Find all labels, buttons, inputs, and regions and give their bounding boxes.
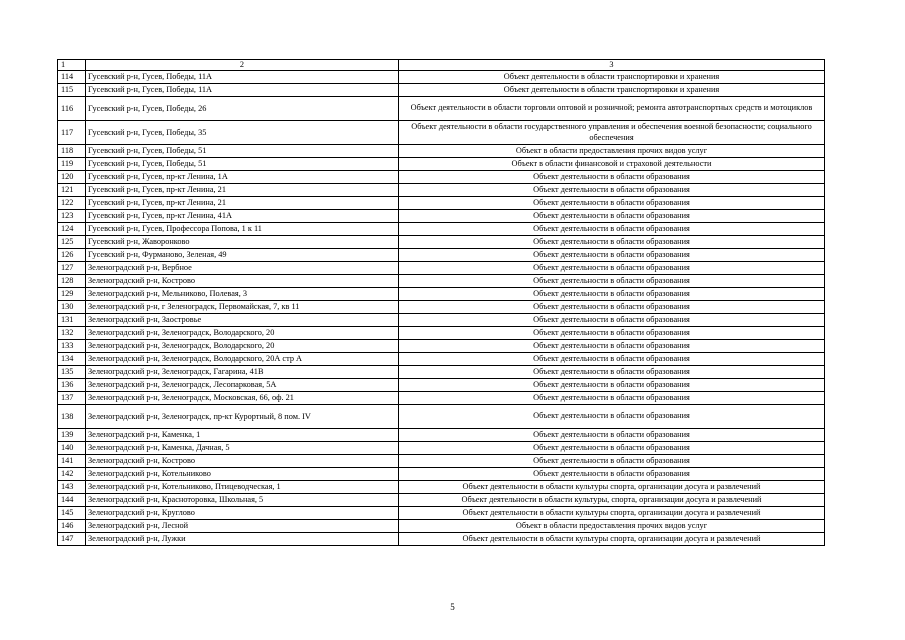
- row-address: Зеленоградский р-н, Зеленоградск, Московская, 66, оф. 21: [86, 392, 399, 405]
- row-number: 121: [58, 184, 86, 197]
- row-address: Зеленоградский р-н, Котельниково, Птицеводческая, 1: [86, 481, 399, 494]
- row-address: Гусевский р-н, Гусев, Профессора Попова, 1 к 11: [86, 223, 399, 236]
- header-col-3: 3: [399, 60, 825, 71]
- header-col-2: 2: [86, 60, 399, 71]
- row-number: 131: [58, 314, 86, 327]
- row-address: Зеленоградский р-н, Каменка, 1: [86, 429, 399, 442]
- row-activity: Объект деятельности в области образования: [399, 223, 825, 236]
- row-number: 142: [58, 468, 86, 481]
- row-number: 141: [58, 455, 86, 468]
- row-number: 122: [58, 197, 86, 210]
- row-activity: Объект деятельности в области образования: [399, 379, 825, 392]
- row-activity: Объект деятельности в области образования: [399, 442, 825, 455]
- row-address: Зеленоградский р-н, Каменка, Дачная, 5: [86, 442, 399, 455]
- table-row: [58, 158, 825, 171]
- row-address: Гусевский р-н, Гусев, Победы, 26: [86, 97, 399, 121]
- row-number: 124: [58, 223, 86, 236]
- row-activity: Объект деятельности в области образования: [399, 327, 825, 340]
- row-address: Гусевский р-н, Гусев, пр-кт Ленина, 1А: [86, 171, 399, 184]
- row-activity: Объект деятельности в области образования: [399, 249, 825, 262]
- row-activity: Объект деятельности в области транспортировки и хранения: [399, 84, 825, 97]
- row-address: Гусевский р-н, Гусев, пр-кт Ленина, 21: [86, 184, 399, 197]
- row-number: 135: [58, 366, 86, 379]
- row-activity: Объект деятельности в области культуры, спорта, организации досуга и развлечений: [399, 494, 825, 507]
- row-address: Зеленоградский р-н, Круглово: [86, 507, 399, 520]
- row-address: Гусевский р-н, Жаворонково: [86, 236, 399, 249]
- table-row: [58, 494, 825, 507]
- table-row: [58, 340, 825, 353]
- row-number: 132: [58, 327, 86, 340]
- row-number: 123: [58, 210, 86, 223]
- row-activity: Объект деятельности в области образования: [399, 262, 825, 275]
- row-address: Гусевский р-н, Гусев, пр-кт Ленина, 21: [86, 197, 399, 210]
- table-row: [58, 468, 825, 481]
- row-address: Гусевский р-н, Гусев, Победы, 11А: [86, 84, 399, 97]
- table-row: [58, 275, 825, 288]
- row-number: 114: [58, 71, 86, 84]
- row-address: Зеленоградский р-н, Кострово: [86, 275, 399, 288]
- row-activity: Объект в области предоставления прочих видов услуг: [399, 145, 825, 158]
- row-activity: Объект деятельности в области транспортировки и хранения: [399, 71, 825, 84]
- row-number: 140: [58, 442, 86, 455]
- row-number: 134: [58, 353, 86, 366]
- row-number: 126: [58, 249, 86, 262]
- row-address: Гусевский р-н, Гусев, пр-кт Ленина, 41А: [86, 210, 399, 223]
- row-number: 143: [58, 481, 86, 494]
- table-row: [58, 520, 825, 533]
- row-address: Зеленоградский р-н, Кострово: [86, 455, 399, 468]
- row-address: Зеленоградский р-н, Мельниково, Полевая, 3: [86, 288, 399, 301]
- row-activity: Объект деятельности в области образования: [399, 314, 825, 327]
- row-activity: Объект деятельности в области государственного управления и обеспечения военной безопасности; социального обеспечения: [399, 121, 825, 145]
- table-row: [58, 405, 825, 429]
- row-activity: Объект деятельности в области образования: [399, 366, 825, 379]
- row-activity: Объект деятельности в области культуры спорта, организации досуга и развлечений: [399, 533, 825, 546]
- table-row: [58, 210, 825, 223]
- row-address: Гусевский р-н, Гусев, Победы, 35: [86, 121, 399, 145]
- row-number: 130: [58, 301, 86, 314]
- row-address: Зеленоградский р-н, г Зеленоградск, Первомайская, 7, кв 11: [86, 301, 399, 314]
- table-row: [58, 121, 825, 145]
- table-row: [58, 97, 825, 121]
- row-activity: Объект деятельности в области образования: [399, 236, 825, 249]
- row-number: 117: [58, 121, 86, 145]
- row-number: 146: [58, 520, 86, 533]
- row-activity: Объект деятельности в области образования: [399, 468, 825, 481]
- row-number: 115: [58, 84, 86, 97]
- document-page: [57, 59, 825, 546]
- row-activity: Объект деятельности в области образования: [399, 301, 825, 314]
- row-number: 144: [58, 494, 86, 507]
- table-row: [58, 184, 825, 197]
- row-address: Зеленоградский р-н, Зеленоградск, пр-кт Курортный, 8 пом. IV: [86, 405, 399, 429]
- table-row: [58, 429, 825, 442]
- row-number: 127: [58, 262, 86, 275]
- row-address: Гусевский р-н, Гусев, Победы, 51: [86, 145, 399, 158]
- table-row: [58, 71, 825, 84]
- row-activity: Объект деятельности в области образования: [399, 405, 825, 429]
- row-activity: Объект деятельности в области образования: [399, 184, 825, 197]
- row-number: 133: [58, 340, 86, 353]
- row-number: 147: [58, 533, 86, 546]
- row-activity: Объект деятельности в области образования: [399, 171, 825, 184]
- table-row: [58, 533, 825, 546]
- table-row: [58, 314, 825, 327]
- table-row: [58, 442, 825, 455]
- row-activity: Объект деятельности в области культуры спорта, организации досуга и развлечений: [399, 481, 825, 494]
- row-address: Гусевский р-н, Гусев, Победы, 51: [86, 158, 399, 171]
- row-activity: Объект деятельности в области образования: [399, 392, 825, 405]
- table-row: [58, 481, 825, 494]
- row-number: 125: [58, 236, 86, 249]
- row-activity: Объект деятельности в области культуры спорта, организации досуга и развлечений: [399, 507, 825, 520]
- table-header-row: [58, 60, 825, 71]
- row-number: 145: [58, 507, 86, 520]
- table-row: [58, 262, 825, 275]
- row-address: Зеленоградский р-н, Зеленоградск, Володарского, 20: [86, 327, 399, 340]
- row-activity: Объект деятельности в области образования: [399, 210, 825, 223]
- row-number: 137: [58, 392, 86, 405]
- row-address: Зеленоградский р-н, Зеленоградск, Володарского, 20А стр А: [86, 353, 399, 366]
- table-row: [58, 236, 825, 249]
- table-row: [58, 353, 825, 366]
- table-row: [58, 145, 825, 158]
- row-activity: Объект деятельности в области образования: [399, 288, 825, 301]
- row-activity: Объект деятельности в области образования: [399, 429, 825, 442]
- table-row: [58, 197, 825, 210]
- table-row: [58, 249, 825, 262]
- row-address: Зеленоградский р-н, Лужки: [86, 533, 399, 546]
- row-address: Зеленоградский р-н, Красноторовка, Школьная, 5: [86, 494, 399, 507]
- row-address: Зеленоградский р-н, Зеленоградск, Володарского, 20: [86, 340, 399, 353]
- row-activity: Объект деятельности в области образования: [399, 455, 825, 468]
- table-row: [58, 301, 825, 314]
- row-number: 116: [58, 97, 86, 121]
- table-row: [58, 171, 825, 184]
- row-activity: Объект в области финансовой и страховой деятельности: [399, 158, 825, 171]
- row-activity: Объект деятельности в области образования: [399, 275, 825, 288]
- row-number: 119: [58, 158, 86, 171]
- row-address: Зеленоградский р-н, Зеленоградск, Гагарина, 41В: [86, 366, 399, 379]
- row-number: 120: [58, 171, 86, 184]
- row-number: 139: [58, 429, 86, 442]
- table-row: [58, 392, 825, 405]
- row-number: 118: [58, 145, 86, 158]
- row-number: 138: [58, 405, 86, 429]
- row-activity: Объект деятельности в области образования: [399, 353, 825, 366]
- row-address: Зеленоградский р-н, Лесной: [86, 520, 399, 533]
- row-address: Гусевский р-н, Фурманово, Зеленая, 49: [86, 249, 399, 262]
- table-row: [58, 327, 825, 340]
- row-number: 136: [58, 379, 86, 392]
- table-row: [58, 366, 825, 379]
- row-number: 129: [58, 288, 86, 301]
- table-row: [58, 379, 825, 392]
- table-row: [58, 223, 825, 236]
- table-row: [58, 455, 825, 468]
- objects-table: [57, 59, 825, 546]
- row-address: Гусевский р-н, Гусев, Победы, 11А: [86, 71, 399, 84]
- row-activity: Объект деятельности в области торговли оптовой и розничной; ремонта автотранспортных средств и мотоциклов: [399, 97, 825, 121]
- row-address: Зеленоградский р-н, Вербное: [86, 262, 399, 275]
- row-activity: Объект деятельности в области образования: [399, 340, 825, 353]
- table-row: [58, 507, 825, 520]
- page-number: 5: [450, 602, 455, 612]
- table-row: [58, 288, 825, 301]
- row-address: Зеленоградский р-н, Котельниково: [86, 468, 399, 481]
- table-row: [58, 84, 825, 97]
- row-address: Зеленоградский р-н, Зеленоградск, Лесопарковая, 5А: [86, 379, 399, 392]
- row-number: 128: [58, 275, 86, 288]
- row-activity: Объект в области предоставления прочих видов услуг: [399, 520, 825, 533]
- row-address: Зеленоградский р-н, Заостровье: [86, 314, 399, 327]
- row-activity: Объект деятельности в области образования: [399, 197, 825, 210]
- header-col-1: 1: [58, 60, 86, 71]
